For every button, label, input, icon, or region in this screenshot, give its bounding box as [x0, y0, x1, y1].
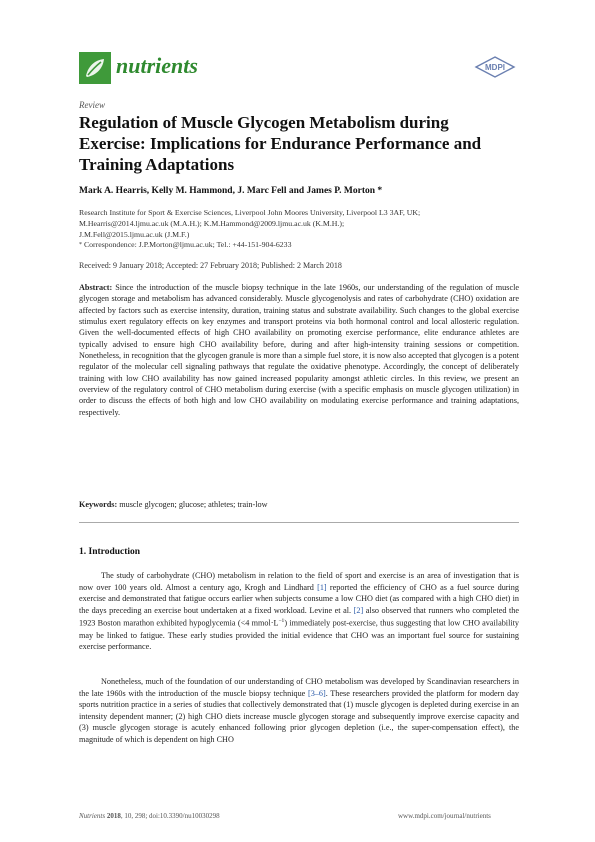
footer-year: 2018: [106, 812, 121, 820]
section-heading: 1. Introduction: [79, 547, 141, 557]
footer-citation: , 10, 298; doi:10.3390/nu10030298: [120, 812, 220, 820]
paragraph: Nonetheless, much of the foundation of our understanding of CHO metabolism was developed by Scandinavian researchers in the late 1960s with the introduction of the muscle biopsy technique [3–6]. These researchers provided the platform for modern day sports nutrition practice in a series of studies that collectively demonstrated that (1) muscle glycogen is depleted during exercise in an intensity dependent manner; (2) high CHO diets increase muscle glycogen storage and subsequently improve exercise capacity and (3) muscle glycogen storage is acutely enhanced following prior glycogen depletion (i.e., the super-compensation effect), the magnitude of which is dependent on high CHO: [79, 677, 519, 744]
abstract-label: Abstract:: [79, 283, 113, 292]
citation-link[interactable]: [3–6]: [307, 688, 326, 698]
keywords-label: Keywords:: [79, 500, 118, 509]
journal-name: nutrients: [116, 53, 198, 78]
article-title: Regulation of Muscle Glycogen Metabolism during Exercise: Implications for Endurance Performance and Training Adaptations: [79, 113, 482, 174]
publisher-logo-text: MDPI: [485, 63, 505, 72]
article-type: Review: [79, 100, 105, 110]
affiliation-line: Research Institute for Sport & Exercise Sciences, Liverpool John Moores University, Liverpool L3 3AF, UK;: [79, 208, 421, 217]
footer-journal: Nutrients: [79, 812, 106, 820]
keywords: [79, 500, 268, 509]
mdpi-logo-icon: [474, 56, 516, 78]
abstract: [79, 282, 519, 418]
journal-url-link[interactable]: www.mdpi.com/journal/nutrients: [398, 812, 491, 820]
citation-footer: [79, 812, 220, 820]
affiliation-line: M.Hearris@2014.ljmu.ac.uk (M.A.H.); K.M.Hammond@2009.ljmu.ac.uk (K.M.H.);: [79, 218, 345, 228]
section-divider: [79, 522, 519, 523]
paragraph: The study of carbohydrate (CHO) metabolism in relation to the field of sport and exercise is an area of investigation that is now over 100 years old. Almost a century ago, Krogh and Lindhard [1] reported the efficiency of CHO as a fuel source during exercise and demonstrated that fatigue occurs earlier when subjects consume a low CHO diet (as compared with a high CHO diet) in the days preceding an exercise bout undertaken at a fixed workload. Levine et al. [2] also observed that runners who completed the 1923 Boston marathon exhibited hypoglycemia (<4 $mmol\cdot L^{-1}$) immediately post-exercise, thus suggesting that low CHO availability may be linked to fatigue. These early studies provided the initial evidence that CHO was an important fuel source for sustaining exercise performance.: [79, 571, 519, 652]
correspondence-marker: *: [79, 242, 82, 249]
citation-link[interactable]: [1]: [317, 582, 327, 592]
affiliation-line: J.M.Fell@2015.ljmu.ac.uk (J.M.F.): [79, 229, 190, 239]
citation-link[interactable]: [2]: [353, 605, 364, 615]
correspondence-line: [79, 240, 519, 251]
author-list: Mark A. Hearris, Kelly M. Hammond, J. Marc Fell and James P. Morton *: [79, 186, 383, 196]
publication-dates: Received: 9 January 2018; Accepted: 27 February 2018; Published: 2 March 2018: [79, 261, 342, 270]
journal-logo-icon: [79, 52, 111, 84]
keywords-text: muscle glycogen; glucose; athletes; train-low: [119, 500, 268, 509]
abstract-text: Since the introduction of the muscle biopsy technique in the late 1960s, our understanding of the regulation of muscle glycogen storage and metabolism has advanced considerably. Muscle glycogenolysis and rates of carbohydrate (CHO) oxidation are affected by factors such as exercise intensity, duration, training status and substrate availability. Such changes to the global exercise stimulus exert regulatory effects on key enzymes and transport proteins via both hormonal control and local allosteric regulation. Given the well-documented effects of high CHO availability on promoting exercise performance, elite endurance athletes are typically advised to ensure high CHO availability before, during and after high-intensity training sessions or competition. Nonetheless, in recognition that the glycogen granule is more than a simple fuel store, it is now also accepted that glycogen is a potent regulator of the molecular cell signaling pathways that regulate the oxidative phenotype. Accordingly, the concept of deliberately training with low CHO availability has now gained increased popularity amongst athletic circles. In this review, we present an overview of the regulatory control of CHO metabolism during exercise (with a specific emphasis on muscle glycogen utilization) in order to discuss the effects of both high and low CHO availability on modulating exercise performance and training adaptations, respectively.: [79, 283, 519, 417]
correspondence-text: Correspondence: J.P.Morton@ljmu.ac.uk; Tel.: +44-151-904-6233: [83, 240, 292, 250]
affiliation-block: [79, 208, 519, 251]
